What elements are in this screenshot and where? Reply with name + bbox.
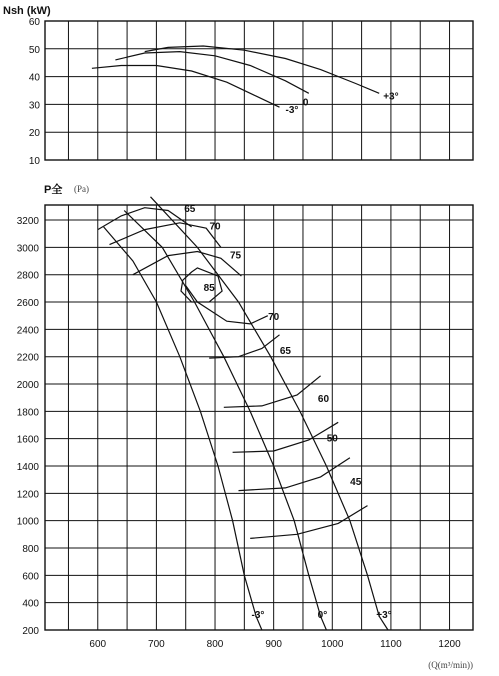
- power-series-label: -3°: [285, 105, 299, 117]
- pressure-y-tick-label: 2000: [16, 380, 39, 392]
- efficiency-label: 50: [326, 433, 338, 445]
- efficiency-label: 65: [184, 203, 196, 215]
- efficiency-curve: [186, 286, 268, 324]
- pressure-y-tick-label: 2600: [16, 298, 39, 310]
- blade-angle-label: -3°: [251, 610, 265, 621]
- power-series-label: +3°: [383, 91, 399, 103]
- power-y-tick-label: 30: [28, 100, 40, 112]
- pressure-y-tick-label: 1400: [16, 462, 39, 474]
- pressure-y-tick-label: 600: [22, 571, 39, 583]
- power-chart: [3, 5, 473, 167]
- pressure-x-tick-label: 700: [148, 639, 165, 650]
- blade-angle-curve: [124, 211, 326, 631]
- pressure-x-tick-label: 900: [265, 639, 283, 650]
- pressure-y-tick-label: 1600: [16, 434, 39, 446]
- efficiency-label: 60: [317, 393, 330, 405]
- pressure-y-tick-label: 2200: [16, 352, 39, 364]
- efficiency-curve: [239, 458, 350, 491]
- pressure-plot-frame: [45, 205, 473, 630]
- efficiency-curve: [224, 376, 321, 408]
- pressure-y-tick-label: 1800: [16, 407, 39, 419]
- pressure-x-tick-label: 1100: [380, 639, 402, 650]
- pressure-axis-title: P全: [44, 184, 63, 196]
- pressure-y-tick-label: 800: [22, 544, 39, 556]
- flow-axis-label: (Q(m³/min)): [428, 660, 473, 670]
- power-y-tick-label: 60: [28, 17, 40, 28]
- pressure-x-tick-label: 600: [89, 639, 107, 650]
- pressure-x-tick-label: 1000: [321, 639, 344, 650]
- pressure-y-tick-label: 200: [22, 626, 39, 637]
- pressure-x-tick-label: 1200: [438, 639, 461, 650]
- efficiency-label: 65: [279, 345, 291, 357]
- pressure-y-tick-label: 2800: [16, 270, 39, 282]
- efficiency-curve: [133, 252, 242, 277]
- power-axis-title: Nsh (kW): [3, 5, 51, 17]
- pressure-y-tick-label: 1200: [16, 489, 39, 501]
- efficiency-curve: [233, 422, 339, 452]
- pressure-y-tick-label: 400: [22, 598, 39, 610]
- blade-angle-label: +3°: [376, 610, 392, 621]
- pressure-y-tick-label: 3200: [16, 216, 39, 228]
- power-series-label: 0: [302, 97, 309, 109]
- efficiency-label: 85: [203, 283, 215, 295]
- pressure-y-tick-label: 1000: [16, 516, 39, 528]
- pressure-chart: [17, 182, 473, 670]
- pressure-axis-unit: (Pa): [74, 184, 89, 194]
- pressure-y-tick-label: 2400: [16, 325, 39, 337]
- pressure-x-tick-label: 800: [206, 639, 224, 650]
- efficiency-label: 70: [268, 311, 280, 323]
- efficiency-label: 45: [350, 477, 362, 489]
- power-y-tick-label: 50: [28, 44, 40, 56]
- power-y-tick-label: 10: [28, 156, 40, 167]
- pressure-y-tick-label: 3000: [16, 243, 39, 255]
- power-y-tick-label: 20: [28, 128, 40, 140]
- power-plot-frame: [45, 21, 473, 160]
- blade-angle-label: 0°: [317, 610, 328, 621]
- efficiency-label: 70: [209, 221, 221, 233]
- power-y-tick-label: 40: [28, 72, 40, 84]
- efficiency-curve: [110, 223, 221, 248]
- efficiency-label: 75: [229, 250, 242, 262]
